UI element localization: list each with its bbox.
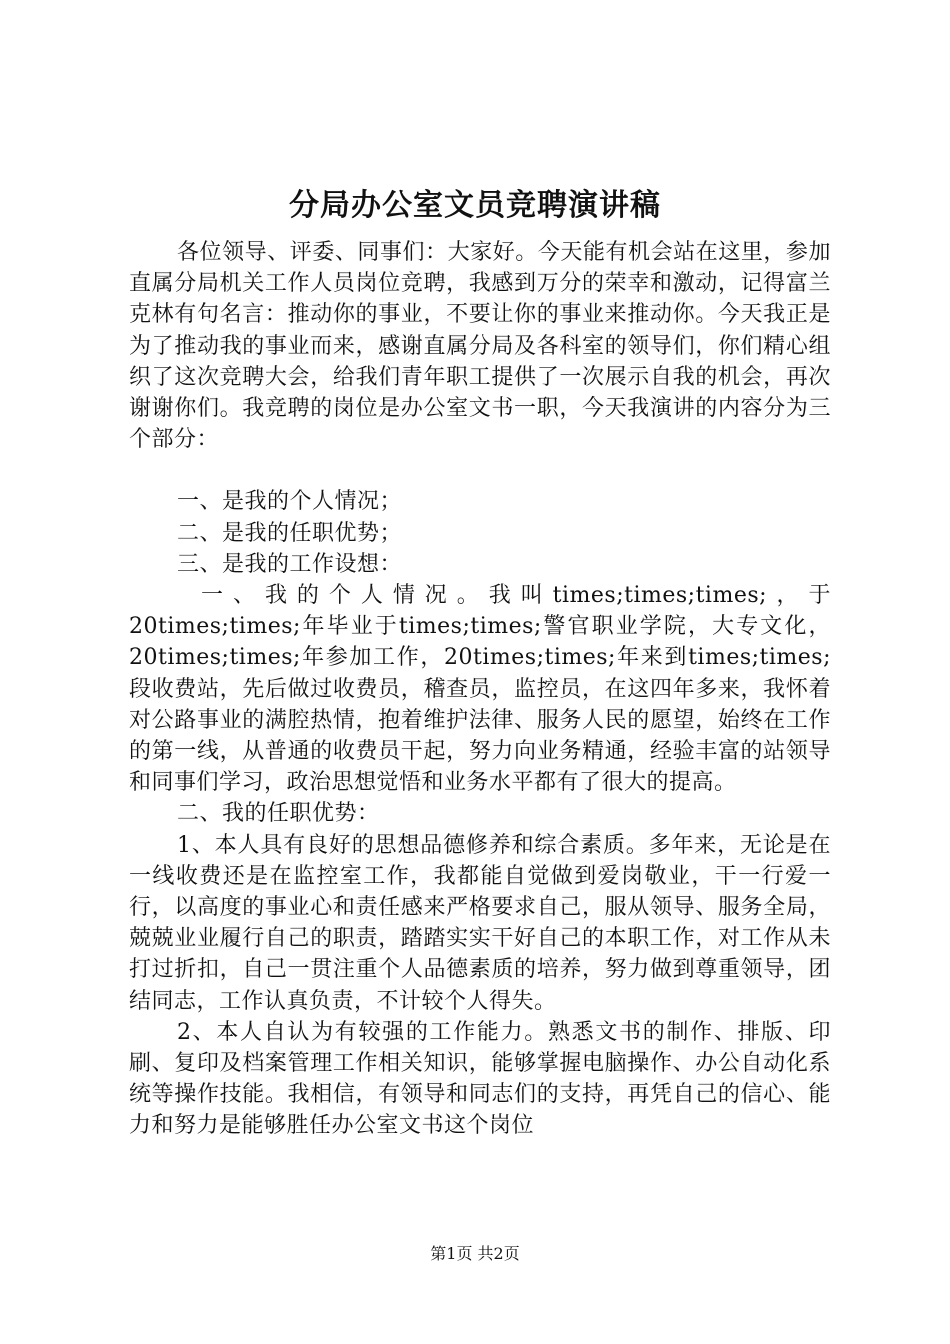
outline-item-3: 三、是我的工作设想： (177, 551, 403, 577)
paragraph-advantage-1: 1、本人具有良好的思想品德修养和综合素质。多年来，无论是在一线收费还是在监控室工作，我都能自觉做到爱岗敬业，干一行爱一行，以高度的事业心和责任感来严格要求自己，服从领导、服务全局，兢兢业业履行自己的职责，踏踏实实干好自己的本职工作，对工作从未打过折扣，自己一贯注重个人品德素质的培养，努力做到尊重领导，团结同志，工作认真负责，不计较个人得失。 (129, 832, 831, 1014)
outline-item-1: 一、是我的个人情况； (177, 489, 403, 515)
page-footer: 第1页 共2页 (430, 1244, 520, 1263)
paragraph-opening: 各位领导、评委、同事们：大家好。今天能有机会站在这里，参加直属分局机关工作人员岗位竞聘，我感到万分的荣幸和激动，记得富兰克林有句名言：推动你的事业，不要让你的事业来推动你。今天我正是为了推动我的事业而来，感谢直属分局及各科室的领导们，你们精心组织了这次竞聘大会，给我们青年职工提供了一次展示自我的机会，再次谢谢你们。我竞聘的岗位是办公室文书一职，今天我演讲的内容分为三个部分： (129, 240, 831, 453)
document-body (129, 237, 831, 1142)
paragraph-advantage-2: 2、本人自认为有较强的工作能力。熟悉文书的制作、排版、印刷、复印及档案管理工作相关知识，能够掌握电脑操作、办公自动化系统等操作技能。我相信，有领导和同志们的支持，再凭自己的信心、能力和努力是能够胜任办公室文书这个岗位 (129, 1019, 831, 1139)
paragraph-personal-info: 一、我的个人情况。我叫times;times;times;，于20times;times;年毕业于times;times;警官职业学院，大专文化，20times;times;年参加工作，20times;times;年来到times;times;段收费站，先后做过收费员，稽查员，监控员，在这四年多来，我怀着对公路事业的满腔热情，抱着维护法律、服务人民的愿望，始终在工作的第一线，从普通的收费员干起，努力向业务精通，经验丰富的站领导和同事们学习，政治思想觉悟和业务水平都有了很大的提高。 (129, 583, 831, 796)
section-heading-advantages: 二、我的任职优势： (177, 801, 380, 827)
outline-item-2: 二、是我的任职优势； (177, 520, 403, 546)
document-title: 分局办公室文员竞聘演讲稿 (289, 188, 661, 223)
